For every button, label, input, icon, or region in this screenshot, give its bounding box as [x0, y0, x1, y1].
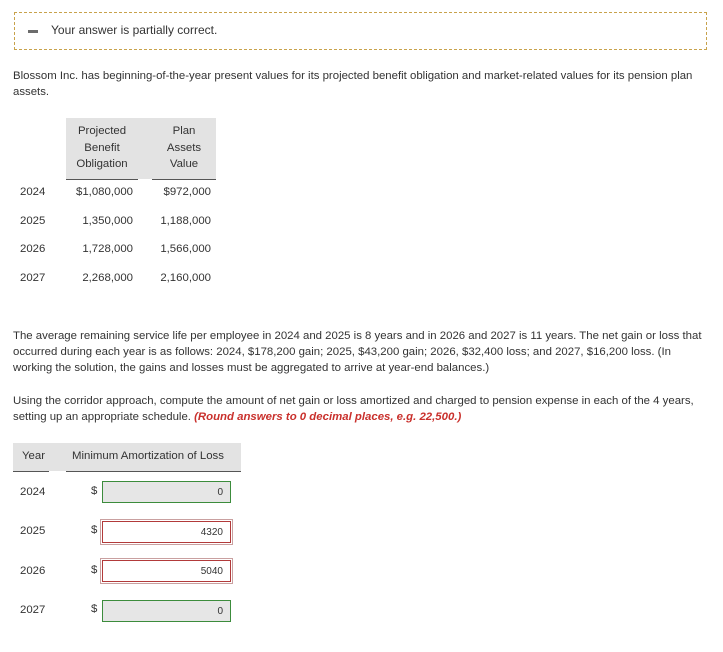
- answer-header-underline: [66, 471, 241, 472]
- answer-header-amortization: Minimum Amortization of Loss: [72, 450, 224, 462]
- feedback-message: Your answer is partially correct.: [51, 23, 218, 37]
- instruction-body: Using the corridor approach, compute the amount of net gain or loss amortized and charged to pension expense in each of the 4 years, setting up an appropriate schedule.: [13, 395, 694, 423]
- intro-text: Blossom Inc. has beginning-of-the-year present values for its projected benefit obligation and market-related values for its pension plan assets.: [13, 70, 693, 98]
- amortization-input-2025[interactable]: [102, 521, 231, 543]
- currency-symbol: $: [91, 524, 98, 536]
- row-pav: 1,188,000: [160, 215, 211, 227]
- header-line: Assets: [166, 141, 202, 154]
- header-line: Value: [169, 158, 199, 170]
- answer-header-year: Year: [22, 450, 46, 462]
- answer-year: 2026: [20, 565, 46, 577]
- answer-header-underline: [13, 471, 49, 472]
- header-line: Projected: [77, 125, 127, 137]
- header-plan-assets-value: [152, 123, 216, 173]
- problem-description: The average remaining service life per employee in 2024 and 2025 is 8 years and in 2026 and 2027 is 11 years. The net gain or loss that occurred during each year is as follows: 2024, $178,200 gain; 2025, $43,200 gain; 2026, $32,400 loss; and 2027, $16,200 loss. (In working the solution, the gains and losses must be aggregated to arrive at year-end balances.): [13, 330, 702, 374]
- row-year: 2026: [20, 243, 46, 255]
- row-pbo: 2,268,000: [82, 272, 133, 284]
- row-pav: 1,566,000: [160, 243, 211, 255]
- currency-symbol: $: [91, 485, 98, 497]
- header-underline: [152, 179, 216, 180]
- amortization-input-2026[interactable]: [102, 560, 231, 582]
- amortization-input-2024[interactable]: [102, 481, 231, 503]
- header-line: Benefit: [84, 141, 120, 154]
- row-pav: $972,000: [163, 186, 211, 198]
- currency-symbol: $: [91, 603, 98, 615]
- answer-year: 2025: [20, 525, 46, 537]
- row-pbo: 1,728,000: [82, 243, 133, 255]
- header-underline: [66, 179, 138, 180]
- feedback-banner: [14, 12, 707, 50]
- currency-symbol: $: [91, 564, 98, 576]
- row-year: 2025: [20, 215, 46, 227]
- row-pbo: $1,080,000: [75, 186, 133, 198]
- instruction-text: [13, 393, 713, 425]
- header-line: Plan: [172, 125, 196, 137]
- header-line: Obligation: [76, 158, 128, 170]
- amortization-input-2027[interactable]: [102, 600, 231, 622]
- row-year: 2024: [20, 186, 46, 198]
- answer-year: 2024: [20, 486, 46, 498]
- answer-year: 2027: [20, 604, 46, 616]
- rounding-note: (Round answers to 0 decimal places, e.g. 22,500.): [194, 411, 462, 423]
- partial-correct-icon: [28, 30, 38, 33]
- row-pav: 2,160,000: [160, 272, 211, 284]
- header-projected-benefit-obligation: [66, 123, 138, 173]
- row-pbo: 1,350,000: [82, 215, 133, 227]
- row-year: 2027: [20, 272, 46, 284]
